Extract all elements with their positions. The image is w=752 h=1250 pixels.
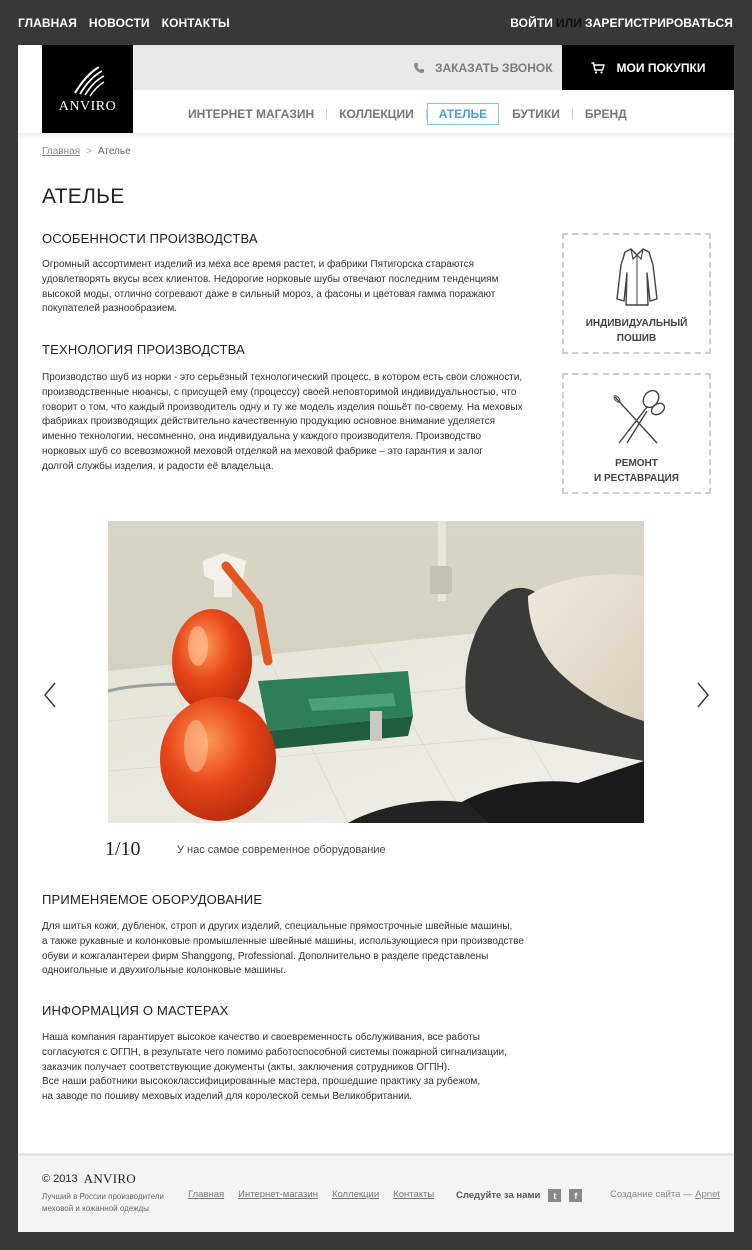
auth-links — [510, 16, 733, 30]
logo-swoosh-icon — [71, 63, 105, 97]
breadcrumb-home[interactable]: Главная — [42, 146, 81, 157]
footer-link-collections[interactable]: Коллекции — [331, 1189, 380, 1200]
service-label-repair: РЕМОНТ И РЕСТАВРАЦИЯ — [594, 458, 679, 484]
equipment-heading: ПРИМЕНЯЕМОЕ ОБОРУДОВАНИЕ — [42, 892, 263, 907]
footer-link-home[interactable]: Главная — [188, 1189, 225, 1200]
footer — [18, 1153, 734, 1232]
footer-link-contacts[interactable]: Контакты — [393, 1189, 435, 1200]
footer-tagline: Лучший в России производители меховой и кожанной одежды — [42, 1192, 164, 1213]
main-nav-boutiques[interactable]: БУТИКИ — [512, 107, 560, 121]
nav-divider — [18, 133, 734, 139]
footer-credit — [610, 1189, 720, 1200]
logo[interactable] — [42, 45, 133, 135]
top-nav-home[interactable]: ГЛАВНАЯ — [18, 16, 77, 30]
slider-image — [108, 521, 644, 823]
service-label-tailoring: ИНДИВИДУАЛЬНЫЙ ПОШИВ — [585, 318, 688, 344]
logo-text: ANVIRO — [58, 99, 117, 114]
header-bar — [133, 45, 734, 90]
main-nav-collections[interactable]: КОЛЛЕКЦИИ — [339, 107, 414, 121]
credit-label: Создание сайта — — [610, 1189, 693, 1200]
slider-next-chevron-icon[interactable] — [695, 681, 711, 709]
twitter-icon[interactable]: t — [548, 1189, 561, 1202]
footer-copyright — [42, 1171, 136, 1187]
auth-or: ИЛИ — [556, 16, 582, 30]
credit-link[interactable]: Apnet — [695, 1189, 720, 1200]
service-card-tailoring[interactable] — [562, 233, 711, 354]
top-nav-contacts[interactable]: КОНТАКТЫ — [161, 16, 230, 30]
page-title: АТЕЛЬЕ — [42, 185, 125, 208]
callback-button[interactable] — [413, 45, 553, 90]
scissors-needle-icon — [609, 385, 665, 449]
masters-heading: ИНФОРМАЦИЯ О МАСТЕРАХ — [42, 1003, 229, 1018]
phone-icon — [413, 62, 425, 74]
footer-brand: ANVIRO — [83, 1171, 136, 1186]
slider-prev-chevron-icon[interactable] — [42, 681, 58, 709]
main-nav-shop[interactable]: ИНТЕРНЕТ МАГАЗИН — [188, 107, 315, 121]
footer-links — [188, 1189, 434, 1200]
features-heading: ОСОБЕННОСТИ ПРОИЗВОДСТВА — [42, 231, 258, 246]
page-container — [18, 45, 734, 1232]
main-nav-atelier[interactable]: АТЕЛЬЕ — [427, 103, 499, 125]
main-nav — [176, 103, 639, 125]
footer-link-shop[interactable]: Интернет-магазин — [238, 1189, 318, 1200]
breadcrumb-chevron-icon: > — [86, 146, 92, 157]
callback-label: ЗАКАЗАТЬ ЗВОНОК — [435, 60, 553, 75]
top-nav — [18, 16, 230, 30]
cart-icon — [591, 62, 605, 74]
facebook-icon[interactable]: f — [569, 1189, 582, 1202]
copyright-year: © 2013 — [42, 1173, 78, 1185]
features-text: Огромный ассортимент изделий из меха все время растет, и фабрики Пятигорска стараются удовлетворять вкусы всех клиентов. Недорогие норковые шубы отвечают последним тенденциям высокой моды, отлично согревают даже в сильный мороз, а фасоны и цветовая гамма поражают покупателей разнообразием. — [42, 259, 499, 315]
cart-label: МОИ ПОКУПКИ — [616, 60, 706, 75]
coat-icon — [609, 245, 665, 309]
slider-counter: 1/10 — [105, 838, 141, 860]
masters-text: Наша компания гарантирует высокое качество и своевременность обслуживания, все работы согласуются с ОГПН, в результате чего помимо работоспособной системы пожарной сигнализации, заказчик получает соответствующие документы (акты, заключения сотрудников ОГПН). Все наши работники высококлассифицированные мастера, прошедшие практику за рубежом, на заводе по пошиву меховых изделий для королеской семьи Великобритании. — [42, 1032, 507, 1103]
slider-caption: У нас самое современное оборудование — [177, 844, 386, 856]
technology-heading: ТЕХНОЛОГИЯ ПРОИЗВОДСТВА — [42, 342, 245, 357]
atelier-photo — [108, 521, 644, 823]
cart-button[interactable] — [562, 45, 734, 90]
equipment-text: Для шитья кожи, дубленок, строп и других изделий, специальные прямострочные швейные машины, а также рукавные и колонковые промышленные швейные машины, использующиеся при производстве обуви и кожгалантереи фирм Shanggong, Professional. Дополнительно в разделе представлены одноигольные и двухигольные колонковые машины. — [42, 921, 524, 977]
follow-label: Следуйте за нами — [456, 1190, 541, 1201]
technology-text: Производство шуб из норки - это серьёзный технологический процесс, в котором есть свои сложности, производственные нюансы, с присущей ему (процессу) своей неповторимой индивидуальностью, что говорит о том, что каждый производитель одну и ту же модель изделия пошьёт по-своему. На меховых фабриках производящих действительно качественную продукцию основное внимание уделяется именно технологии, несомненно, она индивидуальна у каждого производителя. Производство норковых шуб со всевозможной меховой отделкой на меховой фабрике – это гарантия и залог долгой службы изделия, и радости её владельца. — [42, 372, 523, 472]
breadcrumb — [42, 146, 131, 157]
footer-follow — [456, 1189, 582, 1202]
service-card-repair[interactable] — [562, 373, 711, 494]
breadcrumb-current: Ателье — [97, 146, 131, 157]
register-link[interactable]: ЗАРЕГИСТРИРОВАТЬСЯ — [584, 16, 733, 30]
top-nav-news[interactable]: НОВОСТИ — [88, 16, 150, 30]
top-bar — [0, 0, 752, 46]
login-link[interactable]: ВОЙТИ — [510, 16, 553, 30]
main-nav-brand[interactable]: БРЕНД — [584, 107, 627, 121]
